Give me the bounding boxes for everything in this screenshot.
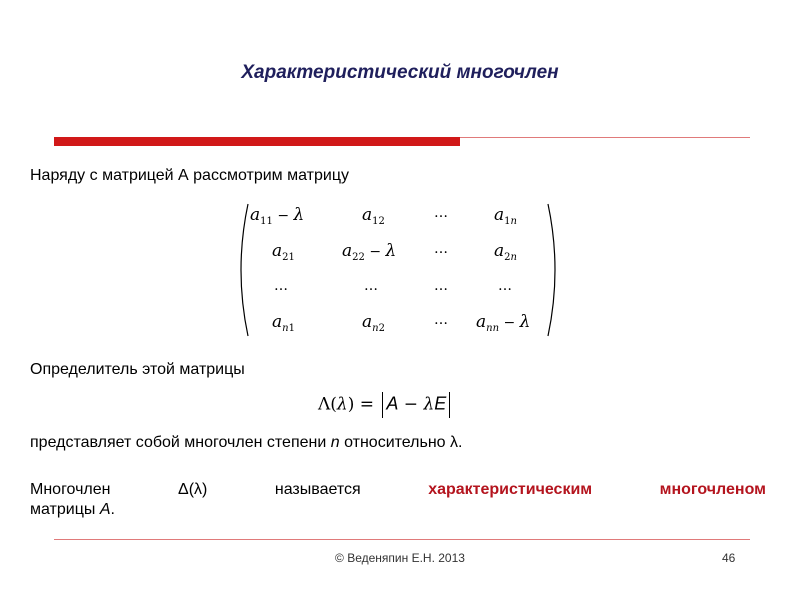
definition-matrix-A: A bbox=[99, 501, 111, 518]
matrix-cell-2-1: $a_{21}$ bbox=[272, 241, 295, 263]
matrix-cell-3-2: … bbox=[364, 278, 378, 294]
title-divider-thin bbox=[460, 137, 750, 138]
footer-copyright: © Веденяпин Е.Н. 2013 bbox=[335, 551, 465, 565]
title-divider-thick bbox=[54, 137, 460, 146]
matrix-cell-2-2: $a_{22} - \lambda$ bbox=[342, 241, 397, 263]
para3-n: n bbox=[330, 434, 340, 451]
characteristic-matrix bbox=[236, 200, 560, 340]
footer-divider bbox=[54, 539, 750, 540]
page-number: 46 bbox=[722, 551, 736, 565]
matrix-cell-2-3: … bbox=[434, 241, 448, 257]
definition-line-1 bbox=[30, 480, 766, 500]
matrix-cell-2-n: $a_{2n}$ bbox=[494, 241, 517, 263]
abs-bar-right bbox=[449, 392, 450, 418]
paragraph-polynomial bbox=[30, 433, 766, 453]
definition-term-characteristic: характеристическим bbox=[428, 481, 593, 498]
definition-period: . bbox=[110, 501, 115, 518]
definition-verb: называется bbox=[274, 481, 361, 498]
definition-term-polynomial: многочленом bbox=[659, 481, 766, 498]
para3-suffix: относительно λ. bbox=[339, 434, 463, 451]
matrix-cell-1-3: … bbox=[434, 205, 448, 221]
definition-line-2 bbox=[30, 500, 766, 520]
slide-title: Характеристический многочлен bbox=[241, 62, 559, 83]
matrix-cell-1-2: $a_{12}$ bbox=[362, 205, 385, 227]
matrix-cell-1-1: $a_{11} - \lambda$ bbox=[250, 205, 305, 227]
matrix-cell-3-1: … bbox=[274, 278, 288, 294]
abs-bar-left bbox=[382, 392, 383, 418]
definition-word-polynomial: Многочлен bbox=[30, 481, 111, 498]
matrix-cell-1-n: $a_{1n}$ bbox=[494, 205, 517, 227]
matrix-cell-n-n: $a_{nn} - \lambda$ bbox=[476, 312, 531, 334]
para3-prefix: представляет собой многочлен степени bbox=[30, 434, 331, 451]
paragraph-intro: Наряду с матрицей А рассмотрим матрицу bbox=[30, 167, 349, 184]
definition-matrix-word: матрицы bbox=[30, 501, 100, 518]
paragraph-determinant: Определитель этой матрицы bbox=[30, 361, 245, 378]
determinant-formula: Λ(λ) = A − λE bbox=[318, 392, 453, 418]
matrix-cell-n-1: $a_{n1}$ bbox=[272, 312, 295, 334]
matrix-cell-n-2: $a_{n2}$ bbox=[362, 312, 385, 334]
matrix-cell-n-3: … bbox=[434, 312, 448, 328]
matrix-cell-3-3: … bbox=[434, 278, 448, 294]
matrix-cell-3-n: … bbox=[498, 278, 512, 294]
paragraph-definition bbox=[30, 480, 766, 520]
definition-delta: Δ(λ) bbox=[178, 481, 208, 498]
